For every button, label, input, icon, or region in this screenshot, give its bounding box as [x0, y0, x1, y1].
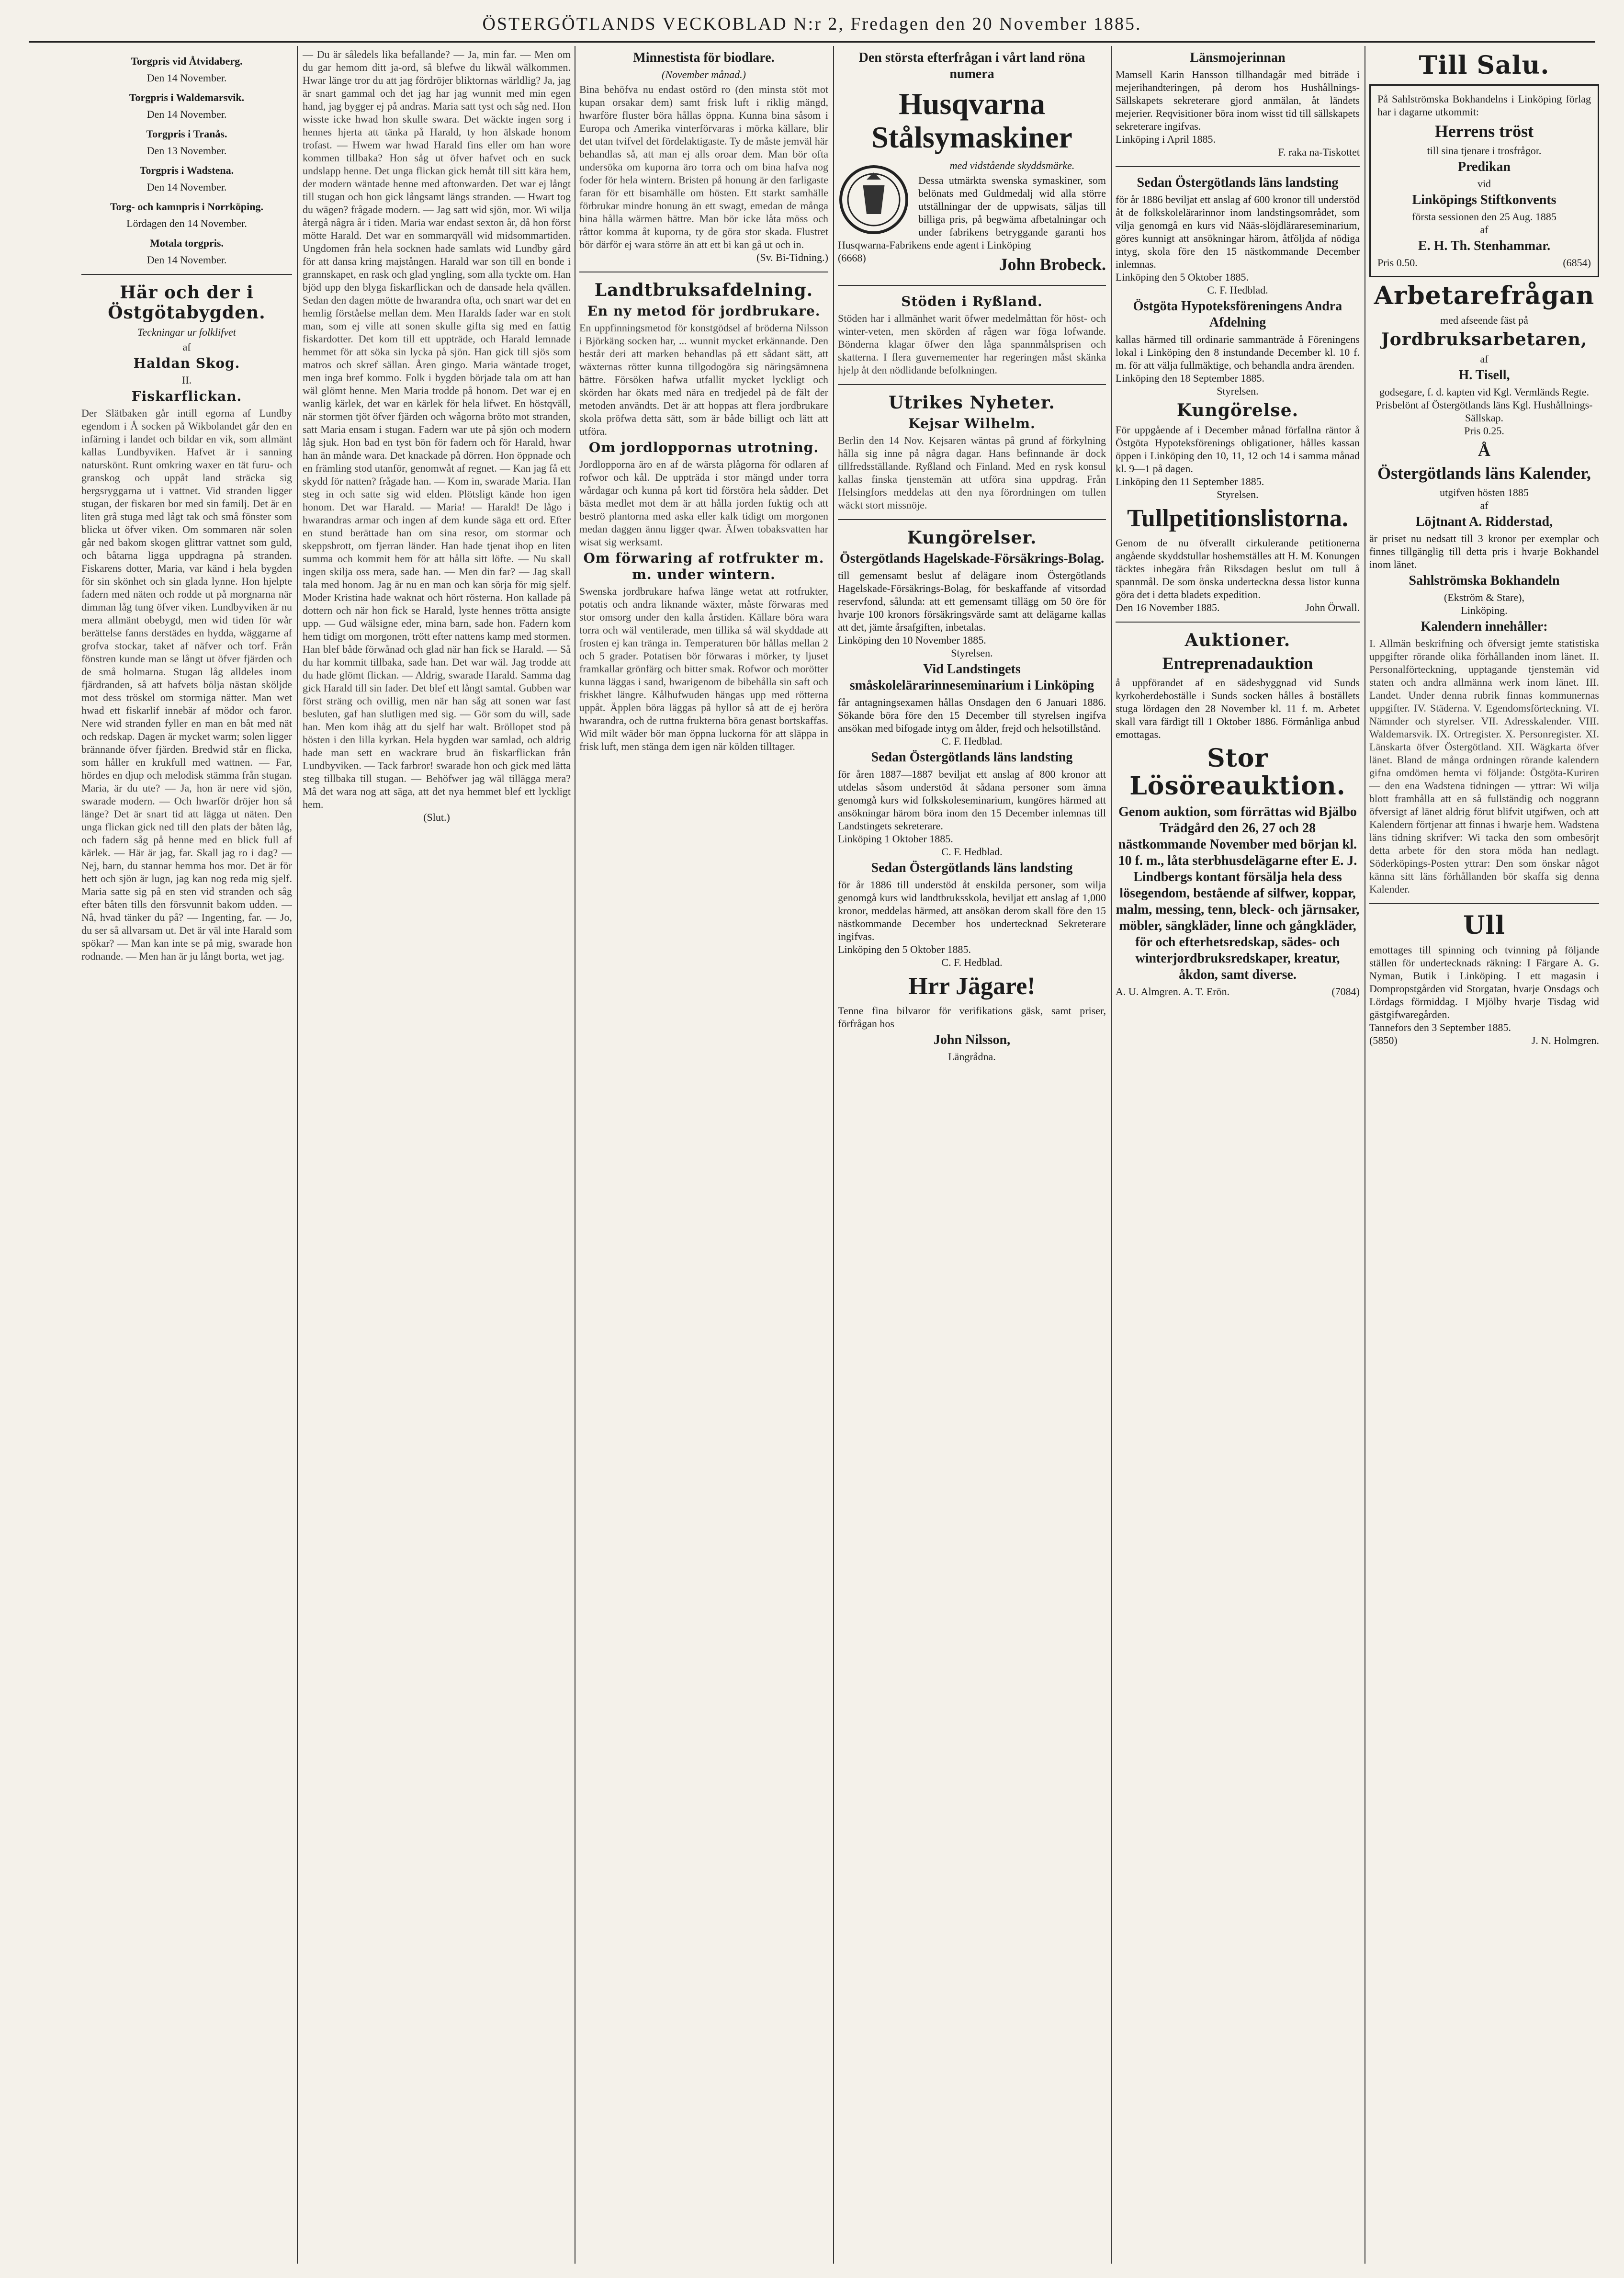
book-ad-date: första sessionen den 25 Aug. 1885: [1412, 211, 1556, 223]
foreign-news-subtitle: Kejsar Wilhelm.: [908, 416, 1036, 431]
kungorelse-date: Linköping den 11 September 1885.: [1116, 476, 1264, 487]
calendar-contents: I. Allmän beskrifning och öfversigt jemte statistiska uppgifter rörande olika förhållanden inom länet. II. Personalförteckning, upptagande tjenstemän vid staten och andra allmänna werk inom länet. III. Landet. Under denna rubrik finnas kommunernas uppgifter. IV. Städerna. V. Egendomsförteckning. VI. Nämnder och styrelser. VII. Adresskalender. VIII. Waldemarsvik. IX. Ortregister. X. Personregister. XI. Länskarta öfver Östergötland. XII. Wägkarta öfver länet. Bland de många ordningen rörande kalendern gifna omdömen hemta vi följande: Östgöta-Kuriren — den ena Wadstena tidningen — yttrar: Wi wilja blott framhålla att en så fullständig och noggrann öfversigt af länet aldrig förut blifvit utgifwen, och att Kalendern förtjenar att finnas i hwarje hem. Wadstena läns tidning skrifver: Wi tacka den som ombesörjt detta arbete för den stora möda han nedlagt. Söderköpings-Posten yttrar: Den som önskar något känna sitt läns förhållanden bör skaffa sig denna Kalender.: [1369, 637, 1599, 895]
column-divider: [297, 46, 298, 2264]
agri-article-3-text: Swenska jordbrukare hafwa länge wetat att rotfrukter, potatis och andra liknande wäxter, måste förwaras med stor omsorg under den kalla årstiden. Källare böra wara torra och wäl ventilerade, men tillika så wäl skyddade att frosten ej kan tränga in. Temperaturen bör hållas mellan 2 och 5 grader. Potatisen bör förwaras i mörker, ty ljuset framkallar grönfärg och bitter smak. Rofwor och morötter kunna läggas i sand, hwarigenom de bibehålla sin saft och friskhet längre. Kålhufwuden hängas upp med rötterna uppåt. Äpplen böra läggas på hyllor så att de ej beröra hwarandra, och de ruttna frukterna böra genast bortskaffas. Wid milt wäder bör man öppna luckorna för att släppa in frisk luft, men stänga dem igen när kölden tilltager.: [579, 585, 828, 752]
column-divider: [1111, 46, 1112, 2264]
story-end: (Slut.): [423, 811, 450, 823]
story-subtitle: Teckningar ur folklifvet: [137, 326, 236, 338]
auction-text: Genom auktion, som förrättas wid Bjälbo Trädgård den 26, 27 och 28 nästkommande November med början kl. 10 f. m., låta sterbhusdelägarne efter E. J. Lindbergs kontant försälja hela dess lösegendom, bestående af silfwer, koppar, malm, messing, tenn, bleck- och järnsaker, möbler, sängkläder, linne och gångkläder, för och efterhetsredskap, sädes- och winterjordbruksredskaper, kreatur, åkdon, samt diverse.: [1116, 805, 1360, 982]
kungorelse-signature: Styrelsen.: [1217, 488, 1259, 500]
calendar-text: är priset nu nedsatt till 3 kronor per exemplar och finnes tillgänglig till detta pris i hvarje Bokhandel inom länet.: [1369, 533, 1599, 570]
for-sale-title: Till Salu.: [1419, 51, 1550, 80]
landsting-1-text: för åren 1887—1887 beviljat ett anslag af 800 kronor att utdelas såsom understöd åt sådana personer som ämna genomgå kurs wid folkskoleseminarium, kungöres härmed att ansökningar härom böra inom den 15 December inlemnas till Landstingets sekreterare.: [838, 768, 1106, 832]
auction-number: (7084): [1331, 986, 1360, 997]
tranas-heading: Torgpris i Tranås.: [146, 128, 227, 140]
divider: [1116, 166, 1360, 167]
calendar-author: Löjtnant A. Ridderstad,: [1415, 514, 1553, 529]
landsting-2-signature: C. F. Hedblad.: [941, 956, 1003, 968]
divider: [838, 384, 1106, 385]
agri-article-2-title: Om jordloppornas utrotning.: [588, 440, 819, 455]
calendar-af: af: [1480, 499, 1489, 511]
landsting-1-signature: C. F. Hedblad.: [941, 846, 1003, 858]
husqvarna-banner: Den största efterfrågan i vårt land röna numera: [858, 50, 1085, 81]
wool-text: emottages till spinning och tvinning på följande ställen för undertecknads räkning: I Färgare A. G. Nyman, Butik i Linköping. I ett magasin i Dompropstgården vid Storgatan, hvarje Onsdags och Lördags förmiddag. I Mjölby hvarje Tisdag wid gästgifwaregården.: [1369, 944, 1599, 1020]
hagel-text: till gemensamt beslut af delägare inom Östergötlands Hagelskade-Försäkrings-Bolag, för beskaffande af vitsordad reservfond, sålunda: att ett gemensamt tillägg om 50 öre för hvarje 100 kronors försäkringsvärde samt att delägarne kallas att det, jämte årsafgiften, inbetalas.: [838, 569, 1106, 633]
story-by: af: [182, 341, 191, 353]
calendar-publisher: Sahlströmska Bokhandeln: [1409, 573, 1560, 588]
torg-date: Lördagen den 14 November.: [126, 217, 247, 229]
motala-heading: Motala torgpris.: [150, 237, 224, 249]
seminar-title: Vid Landstingets småskolelärarinneseminarium i Linköping: [849, 662, 1094, 693]
naas-title: Sedan Östergötlands läns landsting: [1137, 175, 1339, 190]
divider: [81, 274, 292, 275]
divider: [838, 519, 1106, 520]
husqvarna-subtitle: med vidstående skyddsmärke.: [949, 159, 1075, 171]
tull-signature: John Örwall.: [1305, 601, 1360, 613]
calendar-contents-title: Kalendern innehåller:: [1421, 619, 1548, 634]
story-text: Der Slätbaken går intill egorna af Lundby egendom i Å socken på Wikbolandet går den en infärning i landet och bildar en vik, som allmänt kallas Lundbyviken. Hafvet är i sanning naturskönt. Runt omkring waxer en tät furu- och granskog och uppåt land sträcka sig bergsryggarna ut i vattnet. Vid stranden ligger stugan, der fiskaren bor med sin familj. Det är en liten grå stuga med lågt tak och små fönster som blicka ut öfver viken. Om sommaren när solen går ned bakom skogen glittrar vattnet som guld, och båtarna ligga uppdragna på stranden. Fiskarens dotter, Maria, var känd i hela bygden för sin skönhet och sin glada lynne. Hon hjelpte fadern med näten och rodde ut på morgnarna när dimman låg tung öfver viken. Lundbyviken är nu mera allmänt obebygd, men wid tiden för wår berättelse fanns derstädes en hydda, wäggarne af grofva stockar, taket af näfver och torf. Från fönstren kunde man se långt ut öfver fjärden och de små holmarna. Stugan låg alldeles inom fjärdranden, så att hafvets bölja nästan sköljde mot dess tröskel om stormiga nätter. Man wet hwad ett fiskarlif innebär af mödor och faror. Nere wid stranden fyller en man en båt med nät och redskap. Dagen är mycket warm; solen ligger brännande öfver fjärden. Bredwid står en flicka, som håller en krukfull med wattnen. — Far, hördes en djup och melodisk stämma från stugan. Maria, är du ute? — Ja, hon är nere vid sjön, swarade modern. — Och hwarför dröjer hon så länge? Det är snart tid att lägga ut näten. Den unga flickan gick ned till den plats der båten låg, och fadern såg på henne med en blick full af kärlek. — Här är jag, far. Skall jag ro i dag? — Nej, barn, du stannar hemma hos mor. Det är för hett och sjön är lugn, jag kan nog reda mig sjelf. Maria satte sig på en sten vid stranden och såg efter båten tills den försvunnit bakom udden. — Nå, hvad tänker du på? — Ingenting, far. — Jo, du ser så allvarsam ut. Det är väl inte Harald som spökar? — Man kan inte se på mig, swarade hon rodnande. — Men han är ju långt borta, wet jag.: [81, 407, 292, 962]
bees-text: Bina behöfva nu endast ostörd ro (den minsta stöt mot kupan orsakar dem) samt frisk luft i riklig mängd, hwarföre fluster böra hållas öppna. Kunna bina såsom i Europa och Amerika vinterförvaras i mörka källare, blir det utan tvifvel det fördelaktigaste. Ty de måste jemväl här behandlas så, att man ej alls oroar dem. Man bör ofta undersöka om kuporna äro torra och om bina hafva nog foder för hela wintern. Bristen på honung är den farligaste faran för ett bisamhälle om hösten. Ett starkt samhälle förbrukar mindre honung än ett swagt, emedan de många bina hålla wärmen bättre. Man bör icke låta möss och råttor komma åt kuporna, ty de göra stor skada. Flustret bör därför ej wara större än att ett bi kan gå ut och in.: [579, 83, 828, 250]
story-continued: — Du är såledels lika befallande? — Ja, min far. — Men om du gar hemom ditt ja-ord, så blefwe du likwäl wälkommen. Hwar länge tror du att jag fördröjer bliktornas wärldlig? Ja, jag är snart gammal och det jag har jag wunnit med min egen hand, jag bygger ej på andras. Maria satt tyst och såg ned. Hon wisste icke hwad hon skulle swara. Det wäckte ingen sorg i hennes hjerta att tänka på Harald, ty hon älskade honom trofast. — Hwem war hwad Harald fins eller om han wore kommen tillbaka? Hon såg ut öfver hafvet och en suck undslapp henne. Det unga flickan gick hemåt till sitt kära hem, der modern wäntade henne med aftonwarden. Det war ej långt till stugan och hon gick långsamt längs stranden. — Hwart tog du wägen? frågade modern. — Jag satt wid sjön, mor. Wi wilja återgå några år i tiden. Maria war endast sexton år, då hon först mötte Harald. Det war en sommarqväll wid midsommartiden. Ungdomen från hela socknen hade samlats wid Lundby gård för att dansa kring majstången. Harald war son till en bonde i grannskapet, en rask och glad yngling, som alla tyckte om. Han bjöd upp den blyga fiskarflickan och de dansade hela qvällen. Sedan den dagen mötte de hwarandra ofta, och snart war det en hemlig förståelse mellan dem. Men Haralds fader war en stolt man, som ej ville att sonen skulle gifta sig med en fattig fiskardotter. Det kom till ett uppträde, och Harald lemnade hemmet för att söka sin lycka på sjön. Han gick till sjös som matros och skref sällan. Åren gingo. Maria wäntade troget, men inga bref kommo. Folk i bygden började tala om att han wäl glömt henne. Men Maria trodde på honom. Det war ej en wanlig kärlek, det war en kärlek för hela lifwet. En höstqväll, när stormen tjöt öfver fjärden och wågorna bröto mot stranden, satt Maria ensam i stugan. Fadern war ute på sjön och modern låg sjuk. Hon bad en tyst bön för fadern och för Harald, hwar han än månde wara. Det knackade på dörren. Hon öppnade och en främling stod utanför, genomwåt af regnet. — Kan jag få ett skydd för natten? frågade han. — Kom in, swarade Maria. Han steg in och satte sig wid elden. Plötsligt kände hon igen honom. Det war Harald. — Maria! — Harald! De lågo i hwarandras armar och ingen af dem kunde säga ett ord. Efter en stund berättade han om sina resor, om stormar och skeppsbrott, om fjerran länder. Han hade tjenat ihop en liten summa och kommit hem för att hålla sitt löfte. — Nu skall ingen skilja oss mera, sade han. — Men din far? — Jag skall tala med honom. Jag är nu en man och kan sörja för mig sjelf. Moder Kristina hade waknat och hört rösterna. Hon kallade på dottern och när hon fick se Harald, lyste hennes trötta ansigte upp. — Gud wälsigne eder, mina barn, sade hon. Fadern kom hem tidigt om morgonen, trött efter nattens kamp med stormen. Han blef både förwånad och glad när han fick se Harald. — Så du har kommit tillbaka, sade han. Det war wäl. Jag trodde att du hade glömt flickan. — Aldrig, swarade Harald. Samma dag gick Harald till sin fader. Det blef ett långt samtal. Gubben war först sträng och ovillig, men när han såg att sonen war fast besluten, gaf han slutligen med sig. — Gör som du will, sade han. Men kom ihåg att du sjelf har walt. Bröllopet stod på hösten i den lilla kyrkan. Hela bygden war samlad, och aldrig hade man sett en wackrare brud än fiskarflickan från Lundbyviken. — Tack farbror! swarade hon och gick med lätta steg tillbaka till stugan. — Behöfwer jag wäl tillägga mera? Må det wara nog att säga, att det nya hemmet blef ett lyckligt hem.: [303, 48, 571, 810]
masthead: ÖSTERGÖTLANDS VECKOBLAD N:r 2, Fredagen den 20 November 1885.: [482, 14, 1142, 34]
dairy-title: Länsmojerinnan: [1190, 50, 1286, 65]
husqvarna-text: Dessa utmärkta swenska symaskiner, som belönats med Guldmedalj wid alla större utställningar der de uppwisats, säljas till billiga pris, på begwäma afbetalningar och under fabrikens betryggande garanti hos Husqwarna-Fabrikens ende agent i Linköping: [838, 174, 1106, 251]
auctions-title: Auktioner.: [1184, 630, 1291, 650]
labour-af: af: [1480, 353, 1489, 365]
labour-title: Arbetarefrågan: [1374, 281, 1595, 310]
labour-subtitle: med afseende fäst på: [1440, 314, 1528, 326]
column-6: [1369, 48, 1599, 2264]
book-ad-price: Pris 0.50.: [1377, 257, 1418, 269]
auction-title: Stor Lösöreauktion.: [1129, 744, 1346, 801]
chapter-title: Fiskarflickan.: [131, 388, 242, 404]
book-ad-sermon: Predikan: [1458, 159, 1511, 174]
landsting-2-date: Linköping den 5 Oktober 1885.: [838, 943, 971, 955]
book-ad-af: af: [1480, 224, 1489, 236]
agri-article-2-text: Jordlopporna äro en af de wärsta plågorna för odlaren af rofwor och kål. De uppträda i stor mängd under torra wårdagar och kunna på kort tid förstöra hela sådder. Det bästa medlet mot dem är att hålla jorden fuktig och att beströ plantorna med aska eller kalk tidigt om morgonen medan daggen ännu ligger qwar. Äfwen tobaksvatten har wisat sig werksamt.: [579, 458, 828, 548]
landsting-2-text: för år 1886 till understöd åt enskilda personer, som wilja genomgå kurs wid landtbruksskola, beviljat ett anslag af 1,000 kronor, meddelas härmed, att ansökan derom skall före den 15 nästkommande December hos undertecknad Sekreterare ingifvas.: [838, 879, 1106, 942]
book-ad-intro: På Sahlströmska Bokhandelns i Linköping förlag har i dagarne utkommit:: [1377, 93, 1591, 118]
waldemar-heading: Torgpris i Waldemarsvik.: [129, 91, 245, 103]
book-ad-vid: vid: [1477, 178, 1491, 190]
ad-seller: John Brobeck.: [999, 255, 1106, 274]
naas-signature: C. F. Hedblad.: [1207, 284, 1268, 296]
hunter-place: Längrådna.: [948, 1051, 996, 1063]
waldemar-date: Den 14 November.: [147, 108, 227, 120]
labour-subtitle-2: Jordbruksarbetaren,: [1381, 329, 1588, 350]
hunter-title: Hrr Jägare!: [908, 973, 1036, 1000]
tull-date: Den 16 November 1885.: [1116, 601, 1220, 613]
divider: [1116, 622, 1360, 623]
book-ad-event: Linköpings Stiftkonvents: [1412, 193, 1556, 207]
ad-number: (6668): [838, 252, 866, 264]
divider: [1369, 903, 1599, 904]
wool-date: Tannefors den 3 September 1885.: [1369, 1021, 1511, 1033]
bees-source: (Sv. Bi-Tidning.): [756, 251, 828, 263]
bees-subtitle: (November månad.): [662, 68, 746, 80]
wool-title: Ull: [1463, 911, 1505, 940]
labour-author: H. Tisell,: [1458, 368, 1510, 383]
russia-text: Stöden har i allmänhet warit öfwer medelmåttan för höst- och winter-veten, men skörden af rågen war föga lofwande. Bönderna klagar öfwer den låga spannmålsprisen och skatterna. I flera guvernementer har regeringen måst skänka hjelp åt den nödlidande befolkningen.: [838, 312, 1106, 376]
hypotek-date: Linköping den 18 September 1885.: [1116, 372, 1265, 384]
chapter-number: II.: [181, 374, 192, 386]
hagel-title: Östergötlands Hagelskade-Försäkrings-Bolag.: [839, 551, 1105, 566]
agri-article-1-text: En uppfinningsmetod för konstgödsel af bröderna Nilsson i Björkäng socken har, ... wunnit mycket erkännande. Den består deri att marken behandlas på ett sådant sätt, att wäxternas rötter kunna tillgodogöra sig näringsämnena bättre. Försöken hafwa utfallit mycket lyckligt och skörden har ökats med nära en tredjedel på de fält der metoden användts. Det är att hoppas att flera jordbrukare skola pröfwa detta sätt, som är både billigt och lätt att utföra.: [579, 322, 828, 437]
calendar-title: Östergötlands läns Kalender,: [1377, 464, 1591, 483]
book-ad-author: E. H. Th. Stenhammar.: [1418, 238, 1551, 253]
naas-date: Linköping den 5 Oktober 1885.: [1116, 271, 1249, 283]
book-ad-box: [1369, 84, 1599, 277]
calendar-subtitle: utgifven hösten 1885: [1440, 487, 1529, 499]
letter-a: Å: [1478, 441, 1490, 460]
book-ad-title: Herrens tröst: [1434, 122, 1534, 141]
agri-section-title: Landtbruksafdelning.: [594, 280, 813, 300]
hypotek-text: kallas härmed till ordinarie sammanträde å Föreningens lokal i Linköping den 8 instundande December kl. 10 f. m. för att välja fullmäktige, och behandla andra ärenden.: [1116, 333, 1360, 371]
landsting-2-title: Sedan Östergötlands läns landsting: [871, 861, 1073, 875]
column-4: [838, 48, 1106, 2264]
husqvarna-emblem-icon: [838, 164, 910, 236]
hagel-signature: Styrelsen.: [951, 647, 993, 659]
tull-title: Tullpetitionslistorna.: [1127, 505, 1348, 532]
kungorelse-text: För uppgående af i December månad förfallna räntor å Östgöta Hypoteksförenings obligationer, hålles kassan öppen i Linköping den 10, 11, 12 och 14 i samma månad kl. 9—1 på dagen.: [1116, 424, 1360, 475]
masthead-rule: [29, 41, 1595, 43]
hunter-text: Tenne fina bilvaror för verifikations gäsk, samt priser, förfrågan hos: [838, 1005, 1106, 1030]
agri-article-1-title: En ny metod för jordbrukare.: [587, 303, 821, 319]
labour-description: godsegare, f. d. kapten vid Kgl. Vermländs Regte. Prisbelönt af Östergötlands läns Kgl. Hushållnings-Sällskap.: [1376, 386, 1593, 424]
dairy-text: Mamsell Karin Hansson tillhandagår med biträde i mejerihandteringen, på derom hos Hushållnings-Sällskapets sekreterare gjord anmälan, åt ländets mejerier. Reqvisitioner böra inom wisst tid till sällskapets sekreterare ingifvas.: [1116, 68, 1360, 132]
hypotek-signature: Styrelsen.: [1217, 385, 1259, 397]
foreign-news-text: Berlin den 14 Nov. Kejsaren wäntas på grund af förkylning hålla sig inne på några dagar. Hans befinnande är dock tillfredsställande. Ryßland och Finland. Med en rysk konsul kallas finska tjenstemän att utföra sina uppdrag. Från Helsingfors meddelas att den nya förordningen om tullen wäckt stort missnöje.: [838, 434, 1106, 511]
column-divider: [833, 46, 834, 2264]
column-5: [1116, 48, 1360, 2264]
foreign-news-title: Utrikes Nyheter.: [889, 393, 1055, 413]
hypotek-title: Östgöta Hypoteksföreningens Andra Afdelning: [1133, 299, 1342, 330]
hunter-signature: John Nilsson,: [933, 1032, 1011, 1047]
vadstena-heading: Torgpris i Wadstena.: [139, 164, 234, 176]
seminar-text: får antagningsexamen hållas Onsdagen den 6 Januari 1886. Sökande böra före den 15 December till styrelsen ingifva ansökan med bifogade intyg om ålder, frejd och helsotillstånd.: [838, 696, 1106, 734]
wool-signature: J. N. Holmgren.: [1531, 1034, 1599, 1046]
hagel-date: Linköping den 10 November 1885.: [838, 634, 986, 646]
book-ad-number: (6854): [1563, 257, 1591, 269]
announcements-title: Kungörelser.: [907, 528, 1037, 548]
husqvarna-brand: Husqvarna Stålsymaskiner: [871, 87, 1072, 154]
naas-text: för år 1886 beviljat ett anslag af 600 kronor till understöd åt de folkskolelärarinnor inom landstingsområdet, som vilja genomgå en kurs vid Nääs-slöjdlärareseminarium, göres kunnigt att ansökningar härom, åtföljda af nödiga intyg, skola före den 15 nästkommande December inlemnas.: [1116, 193, 1360, 270]
seminar-signature: C. F. Hedblad.: [941, 735, 1003, 747]
motala-date: Den 14 November.: [147, 254, 227, 266]
kungorelse-title: Kungörelse.: [1176, 400, 1299, 420]
calendar-city: Linköping.: [1461, 604, 1508, 616]
tull-text: Genom de nu öfverallt cirkulerande petitionerna angående skyddstullar hoshemställes att H. M. Konungen täcktes inbegära från Riksdagen beslut om tull å spannmål. De som önska underteckna dessa listor kunna göra det i detta bladets expedition.: [1116, 537, 1360, 601]
labour-price: Pris 0.25.: [1464, 425, 1504, 437]
divider: [838, 285, 1106, 286]
vadstena-date: Den 14 November.: [147, 181, 227, 193]
tranas-date: Den 13 November.: [147, 145, 227, 157]
bees-title: Minnestista för biodlare.: [633, 50, 775, 65]
landsting-1-date: Linköping 1 Oktober 1885.: [838, 833, 953, 845]
entreprenad-text: å uppförandet af en sädesbyggnad vid Sunds kyrkoherdeboställe i Sunds socken hålles å boställets stuga lördagen den 28 November kl. 11 f. m. Arbetet skall vara färdigt till 1 Oktober 1886. Förmånliga anbud emottagas.: [1116, 677, 1360, 740]
entreprenad-title: Entreprenadauktion: [1162, 654, 1313, 673]
column-1: [81, 48, 292, 2264]
russia-title: Stöden i Ryßland.: [901, 294, 1043, 309]
story-title: Här och der i Östgötabygden.: [108, 283, 266, 323]
book-ad-subtitle: till sina tjenare i trosfrågor.: [1427, 145, 1542, 157]
torg-heading: Torg- och kamnpris i Norrköping.: [110, 201, 264, 213]
landsting-1-title: Sedan Östergötlands läns landsting: [871, 750, 1073, 765]
dairy-signature: F. raka na-Tiskottet: [1278, 146, 1360, 158]
column-3: [579, 48, 828, 2264]
agri-article-3-title: Om förwaring af rotfrukter m. m. under wintern.: [583, 550, 824, 582]
auction-signature: A. U. Almgren. A. T. Erön.: [1116, 986, 1230, 997]
prices-date: Den 14 November.: [147, 72, 227, 84]
column-2: [303, 48, 571, 2264]
story-author: Haldan Skog.: [133, 355, 240, 371]
prices-heading: Torgpris vid Åtvidaberg.: [131, 55, 243, 67]
wool-number: (5850): [1369, 1034, 1398, 1046]
dairy-date: Linköping i April 1885.: [1116, 133, 1216, 145]
calendar-publisher-2: (Ekström & Stare),: [1444, 591, 1525, 603]
